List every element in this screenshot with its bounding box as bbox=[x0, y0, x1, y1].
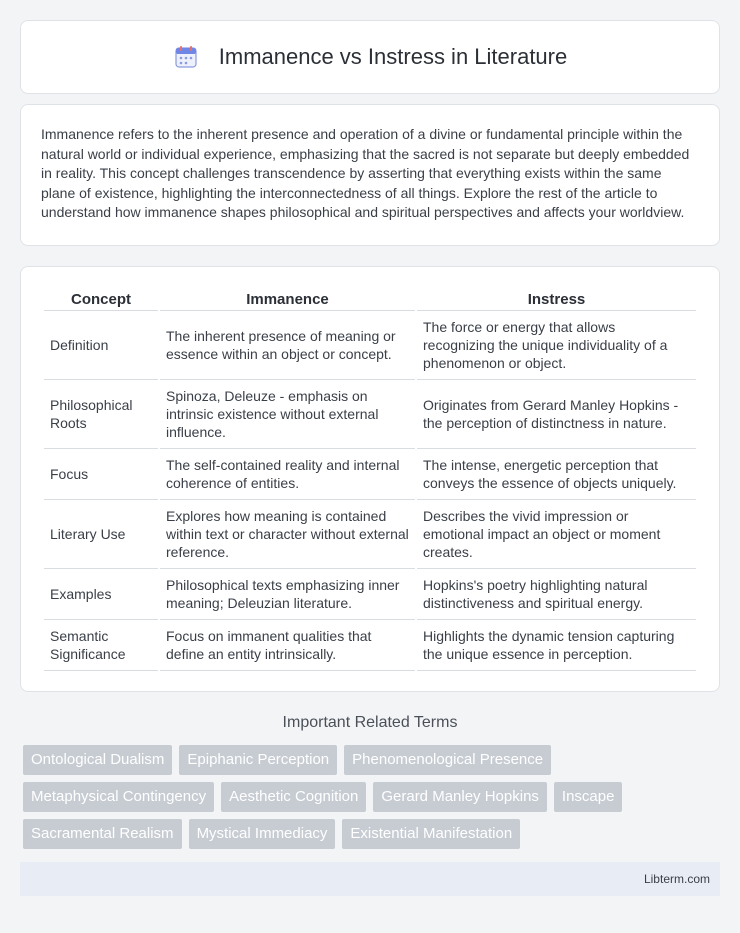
row-immanence: Philosophical texts emphasizing inner meaning; Deleuzian literature. bbox=[160, 569, 415, 620]
footer bbox=[20, 862, 720, 896]
calendar-icon bbox=[173, 44, 199, 70]
term-tag[interactable]: Metaphysical Contingency bbox=[23, 782, 214, 812]
table-row bbox=[44, 449, 696, 500]
table-row bbox=[44, 569, 696, 620]
row-concept: Philosophical Roots bbox=[44, 380, 158, 449]
row-concept: Examples bbox=[44, 569, 158, 620]
comparison-card bbox=[20, 266, 720, 692]
term-tag[interactable]: Aesthetic Cognition bbox=[221, 782, 366, 812]
row-concept: Focus bbox=[44, 449, 158, 500]
intro-text: Immanence refers to the inherent presence and operation of a divine or fundamental principle within the natural world or individual experience, emphasizing that the sacred is not separate but deeply embedded in reality. This concept challenges transcendence by asserting that everything exists within the same plane of existence, highlighting the interconnectedness of all things. Explore the rest of the article to understand how immanence shapes philosophical and spiritual perspectives and affects your worldview. bbox=[41, 126, 690, 220]
row-instress: Originates from Gerard Manley Hopkins - the perception of distinctness in nature. bbox=[417, 380, 696, 449]
table-row bbox=[44, 500, 696, 569]
row-immanence: The self-contained reality and internal coherence of entities. bbox=[160, 449, 415, 500]
related-terms-title: Important Related Terms bbox=[282, 713, 458, 731]
row-instress: The force or energy that allows recognizing the unique individuality of a phenomenon or object. bbox=[417, 311, 696, 380]
table-row bbox=[44, 620, 696, 671]
row-instress: The intense, energetic perception that conveys the essence of objects uniquely. bbox=[417, 449, 696, 500]
row-concept: Semantic Significance bbox=[44, 620, 158, 671]
comparison-table bbox=[42, 285, 698, 671]
term-tag[interactable]: Gerard Manley Hopkins bbox=[373, 782, 547, 812]
header-instress: Instress bbox=[417, 285, 696, 311]
header-card bbox=[20, 20, 720, 94]
related-terms-list bbox=[20, 745, 720, 856]
row-immanence: Spinoza, Deleuze - emphasis on intrinsic existence without external influence. bbox=[160, 380, 415, 449]
term-tag[interactable]: Mystical Immediacy bbox=[189, 819, 336, 849]
row-instress: Describes the vivid impression or emotional impact an object or moment creates. bbox=[417, 500, 696, 569]
term-tag[interactable]: Ontological Dualism bbox=[23, 745, 172, 775]
intro-card bbox=[20, 104, 720, 246]
term-tag[interactable]: Sacramental Realism bbox=[23, 819, 182, 849]
table-header-row bbox=[44, 285, 696, 311]
term-tag[interactable]: Existential Manifestation bbox=[342, 819, 520, 849]
term-tag[interactable]: Epiphanic Perception bbox=[179, 745, 337, 775]
page-title: Immanence vs Instress in Literature bbox=[218, 44, 568, 69]
row-concept: Literary Use bbox=[44, 500, 158, 569]
term-tag[interactable]: Phenomenological Presence bbox=[344, 745, 551, 775]
row-immanence: Focus on immanent qualities that define an entity intrinsically. bbox=[160, 620, 415, 671]
row-immanence: The inherent presence of meaning or essence within an object or concept. bbox=[160, 311, 415, 380]
table-row bbox=[44, 380, 696, 449]
header-immanence: Immanence bbox=[160, 285, 415, 311]
table-row bbox=[44, 311, 696, 380]
header-concept: Concept bbox=[44, 285, 158, 311]
term-tag[interactable]: Inscape bbox=[554, 782, 623, 812]
footer-brand[interactable]: Libterm.com bbox=[643, 871, 710, 886]
row-immanence: Explores how meaning is contained within text or character without external reference. bbox=[160, 500, 415, 569]
row-concept: Definition bbox=[44, 311, 158, 380]
row-instress: Highlights the dynamic tension capturing the unique essence in perception. bbox=[417, 620, 696, 671]
row-instress: Hopkins's poetry highlighting natural distinctiveness and spiritual energy. bbox=[417, 569, 696, 620]
